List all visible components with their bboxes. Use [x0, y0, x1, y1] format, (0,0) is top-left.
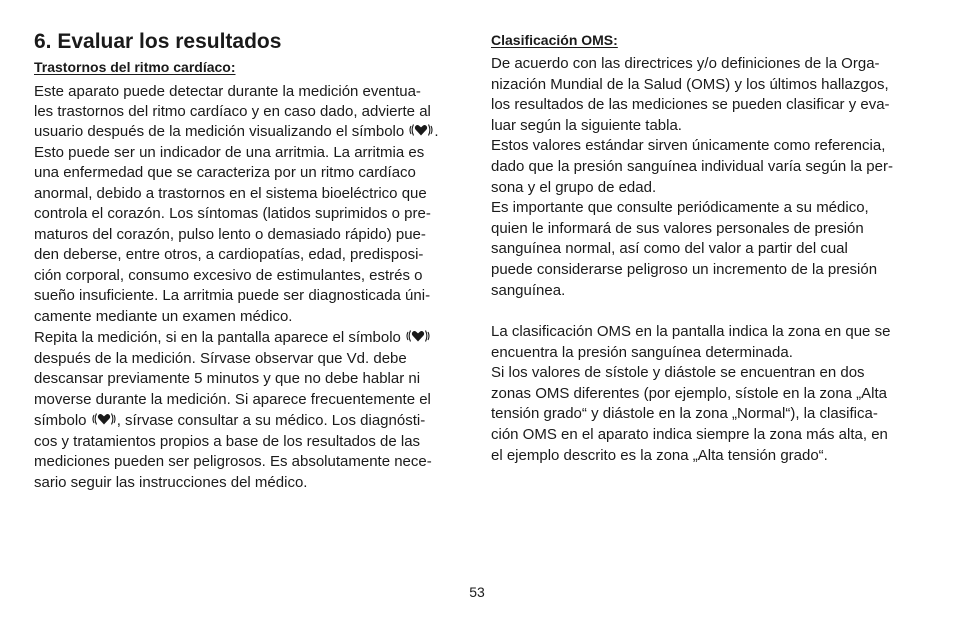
right-line-13: La clasificación OMS en la pantalla indica la zona en que se [491, 323, 891, 340]
right-line-14: encuentra la presión sanguínea determinada. [491, 344, 793, 361]
right-line-12: sanguínea. [491, 282, 566, 299]
left-column-heading: Trastornos del ritmo cardíaco: [34, 59, 236, 75]
right-line-17: tensión grado“ y diástole en la zona „Normal“), la clasifica- [491, 405, 878, 422]
page-number: 53 [469, 584, 485, 600]
left-line-20: sario seguir las instrucciones del médico. [34, 474, 308, 491]
right-line-19: el ejemplo descrito es la zona „Alta tensión grado“. [491, 447, 828, 464]
right-line-6: dado que la presión sanguínea individual varía según la per- [491, 158, 893, 175]
left-line-19: mediciones pueden ser peligrosos. Es absolutamente nece- [34, 453, 432, 470]
right-line-5: Estos valores estándar sirven únicamente como referencia, [491, 137, 886, 154]
right-column-heading: Clasificación OMS: [491, 32, 618, 48]
left-line-2: les trastornos del ritmo cardíaco y en caso dado, advierte al [34, 103, 431, 120]
left-line-13-wrap [34, 328, 431, 348]
right-line-2: nización Mundial de la Salud (OMS) y los últimos hallazgos, [491, 76, 889, 93]
left-line-4: Esto puede ser un indicador de una arritmia. La arritmia es [34, 144, 425, 161]
right-line-15: Si los valores de sístole y diástole se encuentran en dos [491, 364, 865, 381]
left-line-1: Este aparato puede detectar durante la medición eventua- [34, 83, 421, 100]
left-line-10: ción corporal, consumo excesivo de estimulantes, estrés o [34, 267, 423, 284]
right-line-11: puede considerarse peligroso un incremento de la presión [491, 261, 878, 278]
right-line-8: Es importante que consulte periódicamente a su médico, [491, 199, 869, 216]
page-title: 6. Evaluar los resultados [34, 30, 282, 53]
left-line-14: después de la medición. Sírvase observar que Vd. debe [34, 350, 407, 367]
left-line-6: anormal, debido a trastornos en el sistema bioeléctrico que [34, 185, 427, 202]
left-line-3: usuario después de la medición visualizando el símbolo [34, 123, 405, 140]
left-line-9: den deberse, entre otros, a cardiopatías, edad, predisposi- [34, 246, 424, 263]
left-line-7: controla el corazón. Los síntomas (latidos suprimidos o pre- [34, 205, 431, 222]
right-line-10: sanguínea normal, así como del valor a partir del cual [491, 240, 848, 257]
right-line-4: luar según la siguiente tabla. [491, 117, 682, 134]
left-line-5: una enfermedad que se caracteriza por un ritmo cardíaco [34, 164, 416, 181]
arrhythmia-heart-icon [408, 123, 434, 137]
right-line-9: quien le informará de sus valores personales de presión [491, 220, 864, 237]
arrhythmia-heart-icon [405, 329, 431, 343]
left-line-17-wrap [34, 411, 425, 431]
left-line-3-suffix: . [434, 123, 439, 140]
left-line-16: moverse durante la medición. Si aparece frecuentemente el [34, 391, 431, 408]
right-line-16: zonas OMS diferentes (por ejemplo, sístole en la zona „Alta [491, 385, 888, 402]
right-line-1: De acuerdo con las directrices y/o definiciones de la Orga- [491, 55, 880, 72]
left-line-18: cos y tratamientos propios a base de los resultados de las [34, 433, 421, 450]
left-line-17: símbolo [34, 412, 87, 429]
arrhythmia-heart-icon [91, 412, 117, 426]
left-line-11: sueño insuficiente. La arritmia puede ser diagnosticada úni- [34, 287, 431, 304]
left-line-8: maturos del corazón, pulso lento o demasiado rápido) pue- [34, 226, 426, 243]
right-line-18: ción OMS en el aparato indica siempre la zona más alta, en [491, 426, 888, 443]
left-line-15: descansar previamente 5 minutos y que no debe hablar ni [34, 370, 421, 387]
right-line-7: sona y el grupo de edad. [491, 179, 657, 196]
left-line-17-rest: , sírvase consultar a su médico. Los diagnósti- [116, 412, 426, 429]
left-line-12: camente mediante un examen médico. [34, 308, 293, 325]
left-line-13: Repita la medición, si en la pantalla aparece el símbolo [34, 329, 401, 346]
left-line-3-wrap [34, 122, 439, 142]
right-line-3: los resultados de las mediciones se pueden clasificar y eva- [491, 96, 890, 113]
